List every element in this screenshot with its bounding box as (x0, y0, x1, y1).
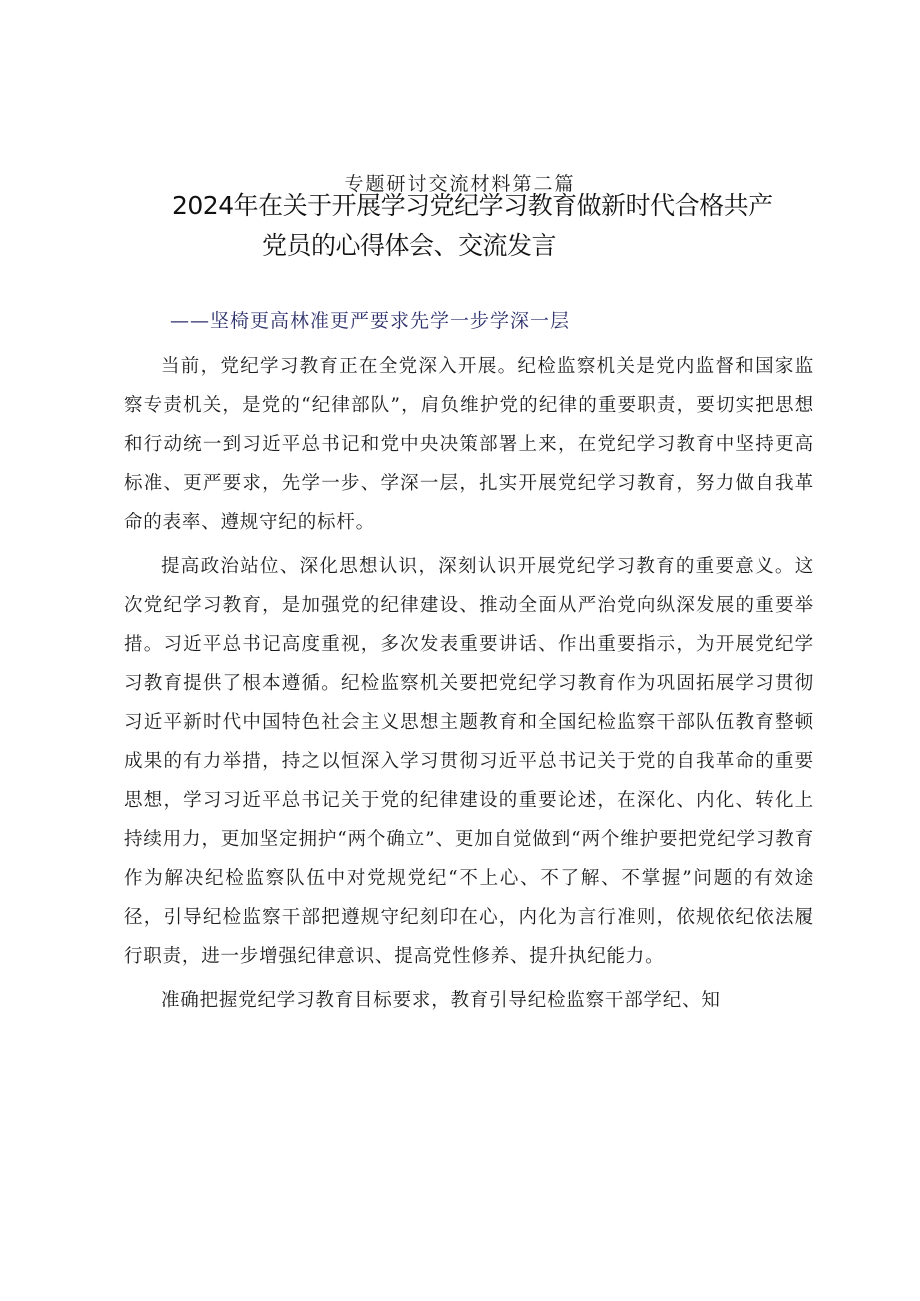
document-title (150, 186, 830, 266)
paragraph-1: 当前，党纪学习教育正在全党深入开展。纪检监察机关是党内监督和国家监察专责机关，是党的“纪律部队”，肩负维护党的纪律的重要职责，要切实把思想和行动统一到习近平总书记和党中央决策部署上来，在党纪学习教育中坚持更高标准、更严要求，先学一步、学深一层，扎实开展党纪学习教育，努力做自我革命的表率、遵规守纪的标杆。 (124, 356, 814, 533)
title-line-1: 2024年在关于开展学习党纪学习教育做新时代合格共产 (172, 191, 773, 220)
document-body (124, 347, 814, 1020)
paragraph-3: 准确把握党纪学习教育目标要求，教育引导纪检监察干部学纪、知 (161, 990, 721, 1011)
document-label: 专题研讨交流材料第二篇 (344, 173, 576, 195)
document-subtitle: ——坚椅更高林准更严要求先学一步学深一层 (170, 310, 571, 332)
title-line-2: 党员的心得体会、交流发言 (262, 231, 557, 260)
paragraph-2: 提高政治站位、深化思想认识，深刻认识开展党纪学习教育的重要意义。这次党纪学习教育，是加强党的纪律建设、推动全面从严治党向纵深发展的重要举措。习近平总书记高度重视，多次发表重要讲话、作出重要指示，为开展党纪学习教育提供了根本遵循。纪检监察机关要把党纪学习教育作为巩固拓展学习贯彻习近平新时代中国特色社会主义思想主题教育和全国纪检监察干部队伍教育整顿成果的有力举措，持之以恒深入学习贯彻习近平总书记关于党的自我革命的重要思想，学习习近平总书记关于党的纪律建设的重要论述，在深化、内化、转化上持续用力，更加坚定拥护“两个确立”、更加自觉做到“两个维护要把党纪学习教育作为解决纪检监察队伍中对党规党纪“不上心、不了解、不掌握”问题的有效途径，引导纪检监察干部把遵规守纪刻印在心，内化为言行准则，依规依纪依法履行职责，进一步增强纪律意识、提高党性修养、提升执纪能力。 (124, 556, 814, 967)
